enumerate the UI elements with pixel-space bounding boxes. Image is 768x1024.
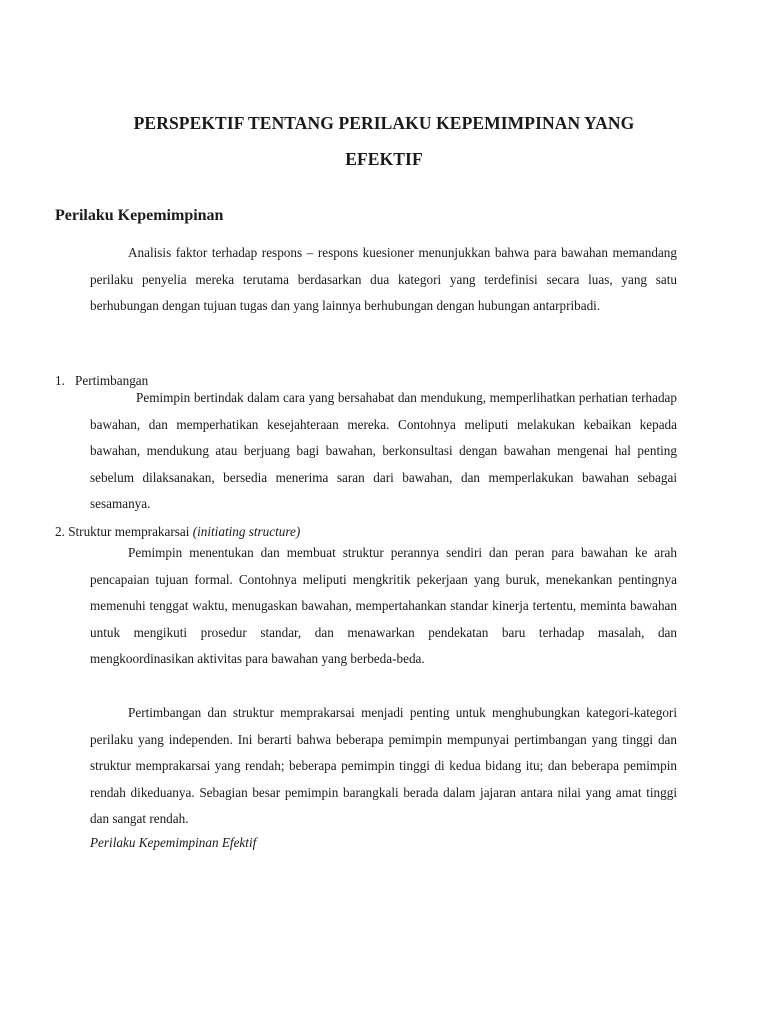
section-heading: Perilaku Kepemimpinan <box>55 207 224 224</box>
list-item-2-label: Struktur memprakarsai <box>68 524 190 539</box>
list-item-1-label: Pertimbangan <box>75 373 149 388</box>
closing-paragraph: Pertimbangan dan struktur memprakarsai menjadi penting untuk menghubungkan kategori-kategori perilaku yang independen. Ini berarti bahwa beberapa pemimpin mempunyai pertimbangan yang tinggi dan struktur memprakarsai yang rendah; beberapa pemimpin tinggi di kedua bidang itu; dan beberapa pemimpin rendah dikeduanya. Sebagian besar pemimpin barangkali berada dalam jajaran antara nilai yang amat tinggi dan sangat rendah. <box>90 705 677 826</box>
document-title-line-2: EFEKTIF <box>345 149 423 169</box>
list-item-2-number: 2. <box>55 524 65 539</box>
list-item-2-heading <box>55 524 300 540</box>
list-item-2-label-italic: (initiating structure) <box>192 524 301 539</box>
intro-paragraph: Analisis faktor terhadap respons – respons kuesioner menunjukkan bahwa para bawahan memandang perilaku penyelia mereka terutama berdasarkan dua kategori yang terdefinisi secara luas, yang satu berhubungan dengan tujuan tugas dan yang lainnya berhubungan dengan hubungan antarpribadi. <box>90 245 677 313</box>
italic-subheading: Perilaku Kepemimpinan Efektif <box>90 835 257 850</box>
document-title-line-1: PERSPEKTIF TENTANG PERILAKU KEPEMIMPINAN YANG <box>133 113 635 133</box>
list-item-1-number: 1. <box>55 373 65 388</box>
list-item-2-paragraph: Pemimpin menentukan dan membuat struktur perannya sendiri dan peran para bawahan ke arah pencapaian tujuan formal. Contohnya meliputi mengkritik pekerjaan yang buruk, menekankan pentingnya memenuhi tenggat waktu, menugaskan bawahan, mempertahankan standar kinerja tertentu, meminta bawahan untuk mengikuti prosedur standar, dan menawarkan pendekatan baru terhadap masalah, dan mengkoordinasikan aktivitas para bawahan yang berbeda-beda. <box>90 545 677 666</box>
list-item-1-paragraph: Pemimpin bertindak dalam cara yang bersahabat dan mendukung, memperlihatkan perhatian terhadap bawahan, dan memperhatikan kesejahteraan mereka. Contohnya meliputi melakukan kebaikan kepada bawahan, mendukung atau berjuang bagi bawahan, berkonsultasi dengan bawahan mengenai hal penting sebelum dilaksanakan, bersedia menerima saran dari bawahan, dan memperlakukan bawahan sebagai sesamanya. <box>90 390 677 511</box>
